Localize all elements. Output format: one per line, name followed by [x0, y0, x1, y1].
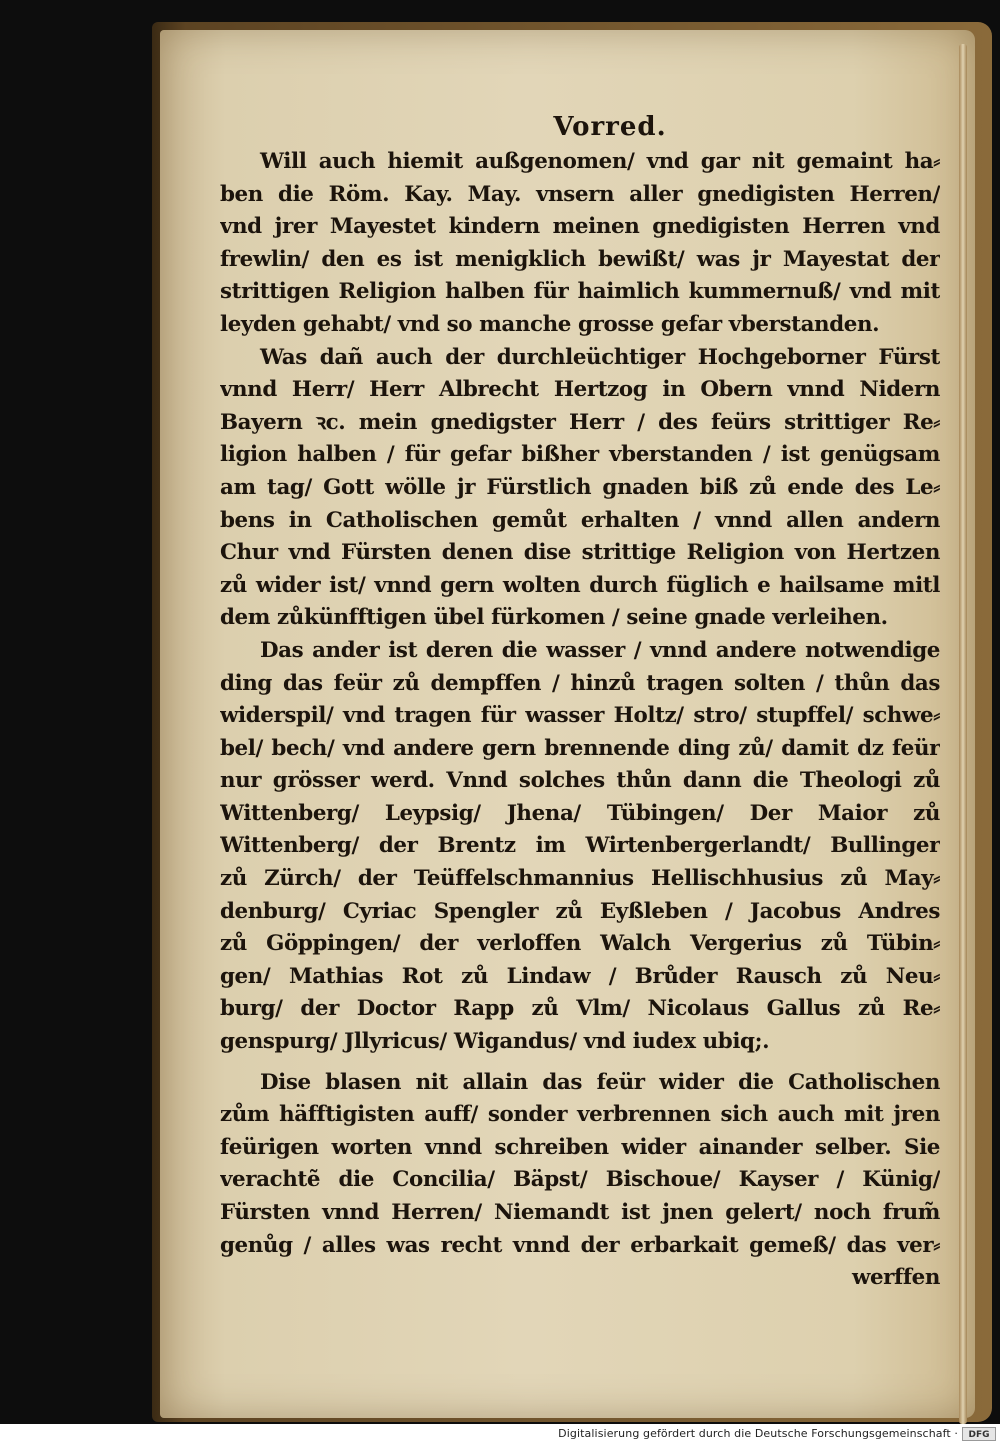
- text-line: genspurg/ Jllyricus/ Wigandus/ vnd iudex ubiq;.: [220, 1029, 770, 1055]
- text-line: leyden gehabt/ vnd so manche grosse gefar vberstanden.: [220, 311, 880, 337]
- text-line: Fürsten vnnd Herren/ Niemandt ist jnen gelert/ noch frum̃: [220, 1200, 940, 1225]
- text-line: frewlin/ den es ist menigklich bewißt/ was jr Mayestat der: [220, 246, 940, 272]
- text-line: dem zůkünfftigen übel fürkomen / seine gnade verleihen.: [220, 605, 888, 631]
- funding-notice: Digitalisierung gefördert durch die Deutsche Forschungsgemeinschaft ·: [558, 1427, 958, 1440]
- text-line: bel/ bech/ vnd andere gern brennende ding zů/ damit dz feür: [220, 735, 940, 761]
- text-line: verachtẽ die Concilia/ Bäpst/ Bischoue/ Kayser / Künig/: [220, 1167, 940, 1193]
- paragraph-2: [220, 342, 940, 635]
- dfg-logo: DFG: [962, 1427, 996, 1441]
- text-line: Was dañ auch der durchleüchtiger Hochgeborner Fürst: [260, 344, 940, 370]
- text-line: burg/ der Doctor Rapp zů Vlm/ Nicolaus Gallus zů Re⸗: [220, 996, 940, 1022]
- text-line: Dise blasen nit allain das feür wider die Catholischen: [260, 1069, 940, 1095]
- text-line: ding das feür zů dempffen / hinzů tragen solten / thůn das: [220, 670, 940, 696]
- text-line: vnd jrer Mayestet kindern meinen gnedigisten Herren vnd: [220, 214, 940, 240]
- paragraph-gap: [220, 1059, 940, 1067]
- text-line: strittigen Religion halben für haimlich kummernuß/ vnd mit: [220, 279, 940, 305]
- text-line: feürigen worten vnnd schreiben wider ainander selber. Sie: [220, 1134, 940, 1160]
- text-line: bens in Catholischen gemůt erhalten / vnnd allen andern: [220, 507, 940, 533]
- paragraph-4: [220, 1067, 940, 1263]
- text-line: zů Göppingen/ der verloffen Walch Vergerius zů Tübin⸗: [220, 931, 940, 957]
- text-block: [220, 108, 940, 1295]
- paragraph-3: [220, 635, 940, 1059]
- text-line: Chur vnd Fürsten denen dise strittige Religion von Hertzen: [220, 540, 940, 566]
- text-line: denburg/ Cyriac Spengler zů Eyßleben / Jacobus Andres: [220, 898, 940, 924]
- text-line: zů wider ist/ vnnd gern wolten durch füglich e hailsame mitl: [220, 572, 940, 598]
- text-line: Das ander ist deren die wasser / vnnd andere notwendige: [260, 637, 940, 663]
- text-line: Will auch hiemit außgenomen/ vnd gar nit gemaint ha⸗: [260, 149, 940, 174]
- running-head: Vorred.: [553, 112, 667, 142]
- text-line: vnnd Herr/ Herr Albrecht Hertzog in Obern vnnd Nidern: [220, 377, 940, 403]
- text-line: genůg / alles was recht vnnd der erbarkait gemeß/ das ver⸗: [220, 1232, 940, 1258]
- text-line: ligion halben / für gefar bißher vberstanden / ist genügsam: [220, 442, 940, 468]
- text-line: am tag/ Gott wölle jr Fürstlich gnaden biß zů ende des Le⸗: [220, 474, 940, 500]
- text-line: zům häfftigisten auff/ sonder verbrennen sich auch mit jren: [220, 1102, 940, 1128]
- paragraph-1: [220, 146, 940, 342]
- text-line: nur grösser werd. Vnnd solches thůn dann die Theologi zů: [220, 768, 940, 794]
- text-line: widerspil/ vnd tragen für wasser Holtz/ stro/ stupffel/ schwe⸗: [220, 703, 940, 729]
- text-line: gen/ Mathias Rot zů Lindaw / Brůder Rausch zů Neu⸗: [220, 963, 940, 989]
- catchword: werffen: [851, 1265, 940, 1291]
- text-line: Wittenberg/ der Brentz im Wirtenbergerlandt/ Bullinger: [220, 833, 940, 859]
- text-line: ben die Röm. Kay. May. vnsern aller gnedigisten Herren/: [220, 181, 940, 207]
- text-line: Bayern ꝛc. mein gnedigster Herr / des feürs strittiger Re⸗: [220, 409, 940, 435]
- page-edge: [959, 44, 967, 1424]
- footer-bar: [0, 1424, 1000, 1444]
- text-line: zů Zürch/ der Teüffelschmannius Hellischhusius zů May⸗: [220, 866, 940, 892]
- text-line: Wittenberg/ Leypsig/ Jhena/ Tübingen/ Der Maior zů: [220, 800, 940, 826]
